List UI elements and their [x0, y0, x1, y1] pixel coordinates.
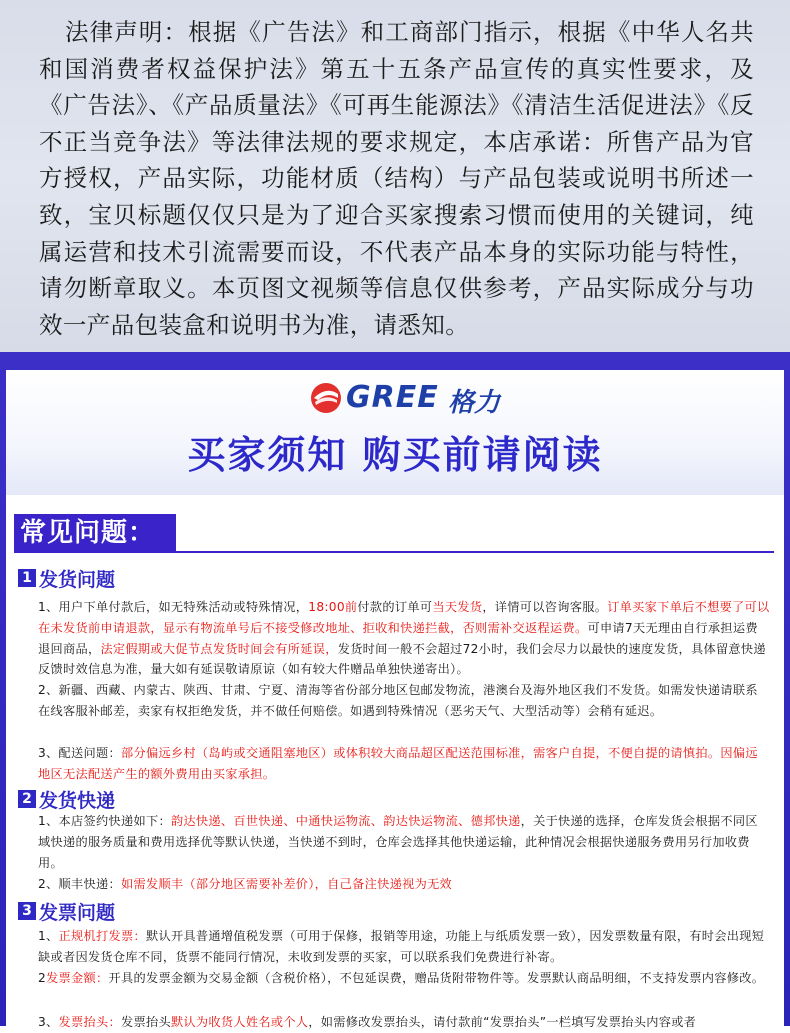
body-text: 2、新疆、西藏、内蒙古、陕西、甘肃、宁夏、清海等省份部分地区包邮发物流，港澳台及海外地区我们不发货。如需发快递请联系在线客服补邮差，卖家有权拒绝发货，并不做任何赔偿。如遇到特殊情况（恶劣天气、大型活动等）会稍有延迟。 [38, 683, 758, 718]
body-text: 2、顺丰快递： [38, 877, 121, 891]
highlight-text: 18:00前 [308, 600, 358, 614]
section-number: 1 [18, 569, 36, 587]
highlight-text: 如需发顺丰（部分地区需要补差价），自己备注快递视为无效 [120, 877, 453, 891]
page-title: 买家须知 购买前请阅读 [187, 433, 603, 477]
section-paragraph [38, 680, 770, 722]
body-text: ，如需修改发票抬头，请付款前“发票抬头”一栏填写发票抬头内容或者 [308, 1015, 697, 1029]
brand-logo-cn: 格力 [448, 388, 501, 418]
section-title: 发货快递 [39, 790, 116, 812]
section-paragraph [38, 1012, 770, 1033]
section-paragraph [38, 926, 770, 968]
highlight-text: 正规机打发票： [58, 929, 146, 943]
highlight-text: 发票金额： [46, 971, 109, 985]
legal-notice-text: 法律声明：根据《广告法》和工商部门指示，根据《中华人名共和国消费者权益保护法》第五十五条产品宣传的真实性要求，及《广告法》、《产品质量法》《可再生能源法》《清洁生活促进法》《反不正当竞争法》等法律法规的要求规定，本店承诺：所售产品为官方授权，产品实际，功能材质（结构）与产品包装或说明书所述一致，宝贝标题仅仅只是为了迎合买家搜索习惯而使用的关键词，纯属运营和技术引流需要而设，不代表产品本身的实际功能与特性，请勿断章取义。本页图文视频等信息仅供参考，产品实际成分与功效一产品包装盒和说明书为准，请悉知。 [39, 18, 754, 339]
highlight-text: 韵达快递、百世快递、中通快运物流、韵达快运物流、德邦快递 [170, 814, 521, 828]
body-text: 1、用户下单付款后，如无特殊活动或特殊情况， [38, 600, 309, 614]
section-paragraph [38, 597, 770, 680]
highlight-text: 订单买家下单后不想要了可以在未发货前申请退款，显示有物流单号后不接受修改地址、拒收和快递拦截，否则需补交返程运费。 [38, 600, 770, 635]
body-text: 付款的订单可 [357, 600, 433, 614]
highlight-text: 当天发货 [432, 600, 483, 614]
body-text: 发票抬头 [120, 1015, 171, 1029]
body-text: 1、 [38, 929, 59, 943]
body-text: 1、本店签约快递如下： [38, 814, 171, 828]
body-text: 3、配送问题： [38, 746, 121, 760]
section-paragraph [38, 743, 770, 785]
faq-heading: 常见问题： [20, 518, 156, 548]
highlight-text: 部分偏远乡村（岛屿或交通阻塞地区）或体积较大商品超区配送范围标准，需客户自提，不便自提的请慎拍。因偏远地区无法配送产生的额外费用由买家承担。 [38, 746, 758, 781]
body-text: 3、 [38, 1015, 59, 1029]
section-number: 2 [18, 790, 36, 808]
brand-logo-text: GREE [346, 380, 439, 415]
faq-divider [14, 551, 774, 553]
body-text: 2 [38, 971, 47, 985]
section-title: 发票问题 [39, 902, 116, 924]
body-text: 默认开具普通增值税发票（可用于保修，报销等用途，功能上与纸质发票一致），因发票数量有限，有时会出现短缺或者因发货仓库不同，货票不能同行情况，未收到发票的买家，可以联系我们免费进行补寄。 [38, 929, 765, 964]
legal-notice-panel [0, 0, 790, 352]
highlight-text: 法定假期或大促节点发货时间会有所延误， [100, 641, 338, 656]
section-paragraph [38, 968, 770, 989]
section-paragraph [38, 874, 770, 895]
section-title: 发货问题 [39, 569, 116, 591]
section-number: 3 [18, 902, 36, 920]
highlight-text: 发票抬头： [58, 1015, 121, 1029]
body-text: ，详情可以咨询客服。 [482, 600, 608, 614]
body-text: 可申请7天无理由自行承担运费退回商品， [38, 620, 758, 656]
highlight-text: 默认为收货人姓名或个人 [170, 1015, 309, 1029]
section-paragraph [38, 811, 770, 873]
body-text: 开具的发票金额为交易金额（含税价格），不包延误费，赠品货附带物件等。发票默认商品明细，不支持发票内容修改。 [108, 971, 765, 985]
body-text: 发货时间一般不会超过72小时，我们会尽力以最快的速度发货，具体留意快递反馈时效信息为准，量大如有延误敬请原谅（如有较大件赠品单独快递寄出）。 [38, 641, 766, 677]
body-text: ，关于快递的选择，仓库发货会根据不同区域快递的服务质量和费用选择优等默认快递，当快递不到时，仓库会选择其他快递运输，此种情况会根据快递服务费用另行加收费用。 [38, 814, 758, 870]
